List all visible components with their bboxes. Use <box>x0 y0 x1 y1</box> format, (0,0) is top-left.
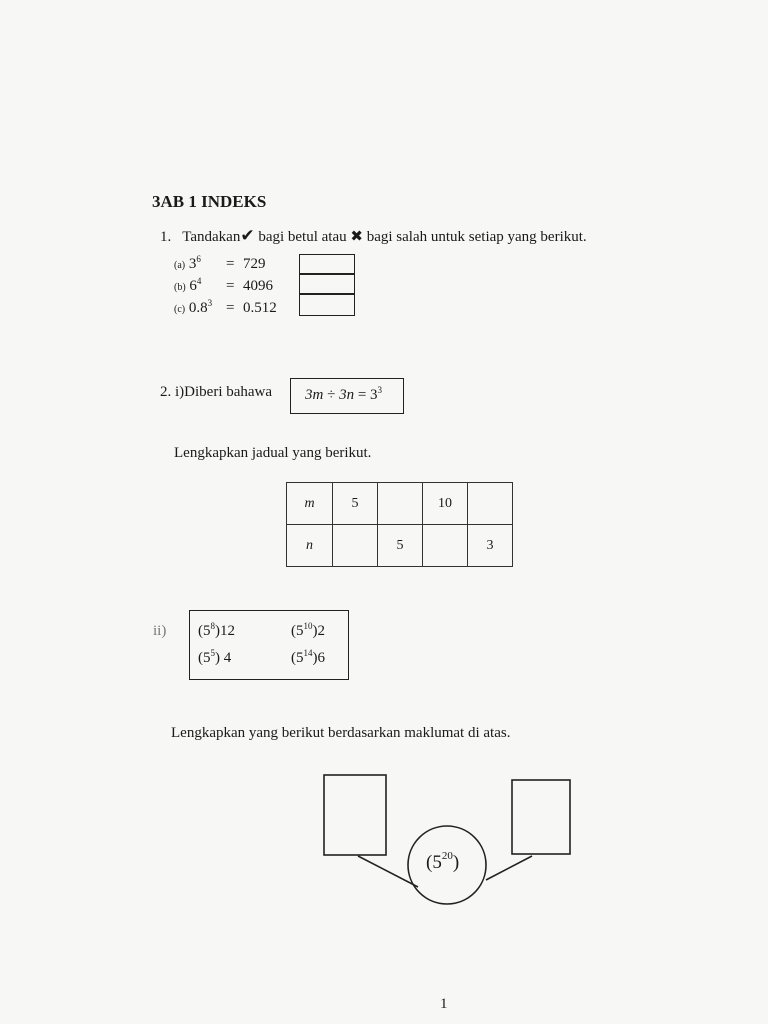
pair-base: (5 <box>198 650 211 666</box>
equation-equals: = <box>357 387 367 403</box>
pair-close: ) <box>215 623 220 639</box>
pair-number: 12 <box>220 623 235 639</box>
item-exponent: 3 <box>207 298 213 308</box>
pair-close: ) <box>312 650 318 666</box>
circle-expression <box>426 852 459 874</box>
cross-icon: ✖ <box>350 229 363 245</box>
q1-item-b-equals: = <box>226 278 235 294</box>
right-connector-line <box>486 856 532 880</box>
pair-number: 2 <box>317 623 325 639</box>
circle-exponent: 20 <box>441 850 453 862</box>
question-2-number: 2. <box>160 384 172 400</box>
circle-close: ) <box>452 852 460 873</box>
pair-exponent: 5 <box>210 648 215 658</box>
item-base: 6 <box>189 278 197 294</box>
table-instruction: Lengkapkan jadual yang berikut. <box>174 445 372 461</box>
table-cell[interactable]: 3 <box>468 525 513 567</box>
row-header-m: m <box>287 483 333 525</box>
left-answer-box[interactable] <box>324 775 386 855</box>
diagram-instruction: Lengkapkan yang berikut berdasarkan maklumat di atas. <box>171 725 511 741</box>
item-base: 3 <box>188 256 197 272</box>
item-exponent: 6 <box>196 254 201 264</box>
table-cell[interactable]: 10 <box>423 483 468 525</box>
equation-rhs-base: 3 <box>370 387 378 403</box>
equation-operator: ÷ <box>327 387 336 403</box>
instruction-part-c: bagi salah untuk setiap yang berikut. <box>366 229 587 245</box>
pair-close: ) <box>312 623 318 639</box>
item-label: (c) <box>174 304 186 315</box>
equation-rhs-exponent: 3 <box>377 385 383 395</box>
q1-item-a-equals: = <box>226 256 235 272</box>
row-header-n: n <box>287 525 333 567</box>
pair-exponent: 14 <box>303 648 313 658</box>
equation-term-a: 3m <box>305 387 324 403</box>
part-ii-label: ii) <box>153 623 167 639</box>
instruction-part-b: bagi betul atau <box>258 229 347 245</box>
question-1-number: 1. <box>160 229 172 245</box>
check-icon: ✔ <box>240 226 255 245</box>
pair-number: 4 <box>223 650 232 666</box>
item-base: 0.8 <box>188 300 208 316</box>
q1-item-b-value: 4096 <box>243 278 273 294</box>
item-label: (a) <box>174 260 186 271</box>
pair-number: 6 <box>317 650 325 666</box>
item-exponent: 4 <box>196 276 202 286</box>
equation-term-b: 3n <box>339 387 355 403</box>
q1-item-c-value: 0.512 <box>243 300 277 316</box>
q1-item-a-value: 729 <box>243 256 266 272</box>
item-label: (b) <box>174 282 186 293</box>
pair-close: ) <box>215 650 220 666</box>
pair-exponent: 10 <box>303 621 313 631</box>
pair-base: (5 <box>198 623 211 639</box>
pair-exponent: 8 <box>210 621 215 631</box>
pair-base: (5 <box>291 623 304 639</box>
circle-base: (5 <box>426 852 442 873</box>
table-cell[interactable]: 5 <box>333 483 378 525</box>
page-number: 1 <box>440 996 448 1012</box>
page-heading: 3AB 1 INDEKS <box>152 192 267 211</box>
table-cell[interactable]: 5 <box>378 525 423 567</box>
q1-item-c-equals: = <box>226 300 235 316</box>
right-answer-box[interactable] <box>512 780 570 854</box>
instruction-part-a: Tandakan <box>182 229 241 245</box>
pair-base: (5 <box>291 650 304 666</box>
question-2-given: i)Diberi bahawa <box>175 384 273 400</box>
